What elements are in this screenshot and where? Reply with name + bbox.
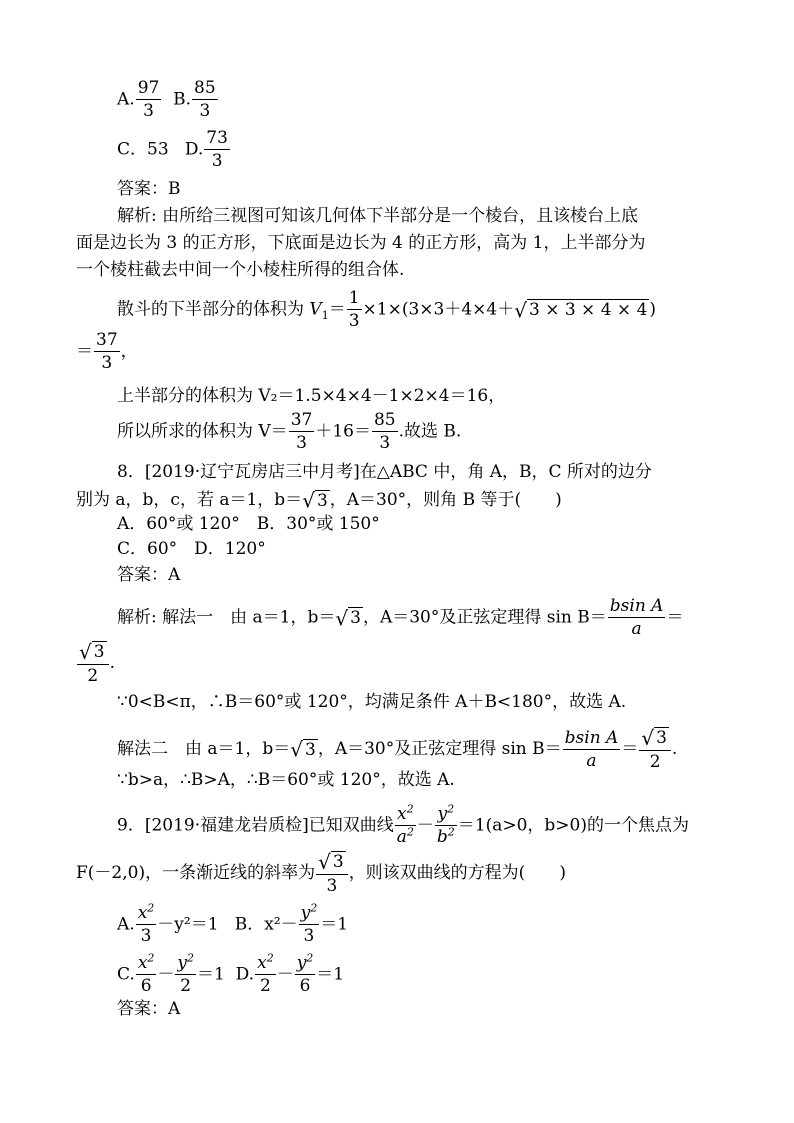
q7-options-cd [117,130,231,170]
option-a-label: A. [117,89,135,110]
fraction: $\frac{85}{3}$ [194,78,216,121]
fraction: $\frac{73}{3}$ [206,128,228,171]
option-b-label: B. [173,89,192,110]
q8-stem-line2: 别为 a，b，c，若 a＝1，b＝√ 3 ，A＝30°，则角 B 等于( ) [76,488,562,513]
q7-analysis-line2: 面是边长为 3 的正方形，下底面是边长为 4 的正方形，高为 1，上半部分为 [76,233,646,253]
q8-method2: 解法二 由 a＝1，b＝√ 3 ，A＝30°及正弦定理得 sin B＝ $\frac{\text{bsin A}}{a}$ ＝ $\frac{√ 3}{2}$ . [117,726,678,772]
q7-volume-result: ＝ $\frac{37}{3}$ ， [76,330,138,373]
q8-options-cd: C．60° D．120° [117,539,266,559]
q7-volume-formula: 散斗的下半部分的体积为 $V_1=$ $\frac{1}{3}$ ×1×(3×3＋4×4＋√ 3 × 3 × 4 × 4 ) [117,288,657,331]
option-d-label: D. [184,139,204,160]
q8-options-ab: A．60°或 120° B．30°或 150° [117,514,380,534]
q7-answer: 答案：B [117,179,181,199]
q9-answer: 答案：A [117,999,181,1019]
q7-analysis-line1: 解析: 由所给三视图可知该几何体下半部分是一个棱台，且该棱台上底 [117,206,639,226]
q8-method2-conclusion: ∵b>a，∴B>A，∴B＝60°或 120°，故选 A. [117,770,455,790]
q7-analysis-line3: 一个棱柱截去中间一个小棱柱所得的组合体. [76,260,405,280]
q8-method1-result: $\frac{√ 3}{2}$ . [79,640,115,686]
q8-method1-conclusion: ∵0<B<π，∴B＝60°或 120°，均满足条件 A＋B<180°，故选 A. [117,692,627,712]
option-c: C．53 [117,139,169,160]
q7-total-volume: 所以所求的体积为 V＝ $\frac{37}{3}$ ＋16＝ $\frac{85}{3}$ .故选 B. [117,410,462,453]
q7-upper-volume: 上半部分的体积为 V₂＝1.5×4×4－1×2×4＝16， [117,386,506,406]
q7-options-ab [117,80,219,120]
sqrt: √ 3 × 3 × 4 × 4 [514,298,648,323]
fraction: $\frac{97}{3}$ [137,78,160,121]
q8-answer: 答案：A [117,565,181,585]
q9-options-ab: A. $\frac{x^2}{3}$ －y²＝1 B．x²－ $\frac{y^2}{3}$ ＝1 [117,901,349,946]
q9-stem-line2: F(－2,0)，一条渐近线的斜率为 $\frac{√ 3}{3}$ ，则该双曲线的方程为( ) [76,850,566,896]
q8-stem-line1: 8．[2019·辽宁瓦房店三中月考]在△ABC 中，角 A，B，C 所对的边分 [117,462,652,482]
q9-stem-line1: 9．[2019·福建龙岩质检]已知双曲线 $\frac{x^2}{a^2}$ － $\frac{y^2}{b^2}$ ＝1(a>0，b>0)的一个焦点为 [117,802,689,847]
q8-method1: 解析: 解法一 由 a＝1，b＝√ 3 ，A＝30°及正弦定理得 sin B＝ $\frac{\text{bsin A}}{a}$ ＝ [117,596,684,639]
q9-options-cd: C. $\frac{x^2}{6}$ － $\frac{y^2}{2}$ ＝1 D. $\frac{x^2}{2}$ － $\frac{y^2}{6}$ ＝1 [117,951,345,996]
